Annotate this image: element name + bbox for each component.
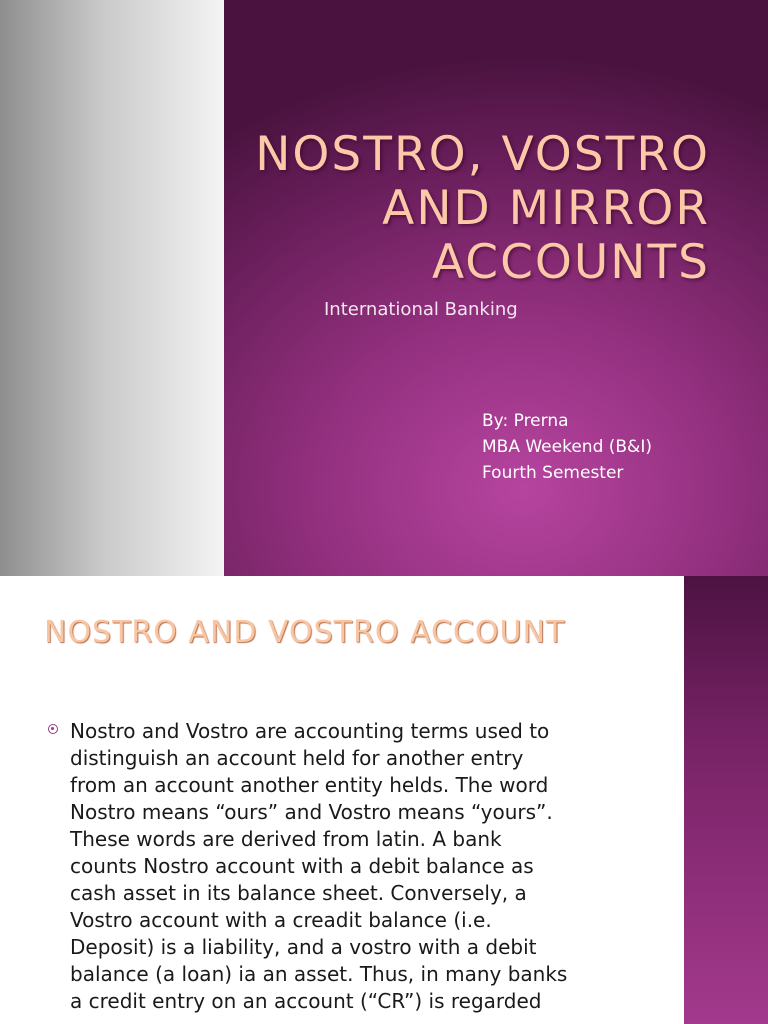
bullet-line: from an account another entity helds. The word xyxy=(70,773,549,797)
content-slide xyxy=(0,576,768,1024)
byline-author: By: Prerna xyxy=(482,411,569,431)
bullet-line: a credit entry on an account (“CR”) is regarded xyxy=(70,989,542,1013)
slide-subtitle: International Banking xyxy=(324,299,518,320)
bullet-line: Nostro means “ours” and Vostro means “yours”. xyxy=(70,800,553,824)
author-byline xyxy=(482,408,652,486)
byline-program: MBA Weekend (B&I) xyxy=(482,437,652,457)
slide-title-line-1: NOSTRO, VOSTRO xyxy=(255,127,710,182)
byline-semester: Fourth Semester xyxy=(482,463,624,483)
bullet-line: Deposit) is a liability, and a vostro with a debit xyxy=(70,935,537,959)
bullet-line: Nostro and Vostro are accounting terms used to xyxy=(70,719,550,743)
bullet-line: Vostro account with a creadit balance (i.e. xyxy=(70,908,492,932)
slide-title-line-3: ACCOUNTS xyxy=(431,235,710,290)
bullet-line: cash asset in its balance sheet. Conversely, a xyxy=(70,881,527,905)
slide-title xyxy=(250,128,710,290)
slide-title-line-2: AND MIRROR xyxy=(382,181,710,236)
gray-gradient-panel xyxy=(0,0,224,576)
bullet-paragraph xyxy=(70,718,648,1015)
bullet-line: distinguish an account held for another entry xyxy=(70,746,524,770)
list-item xyxy=(48,718,648,1015)
bullet-line: balance (a loan) ia an asset. Thus, in many banks xyxy=(70,962,568,986)
bullet-line: These words are derived from latin. A bank xyxy=(70,827,502,851)
purple-side-strip xyxy=(684,576,768,1024)
bullet-line: counts Nostro account with a debit balance as xyxy=(70,854,534,878)
bullet-list xyxy=(48,718,648,1015)
slide-heading: NOSTRO AND VOSTRO ACCOUNT xyxy=(44,615,566,650)
circle-bullet-icon xyxy=(48,724,58,734)
